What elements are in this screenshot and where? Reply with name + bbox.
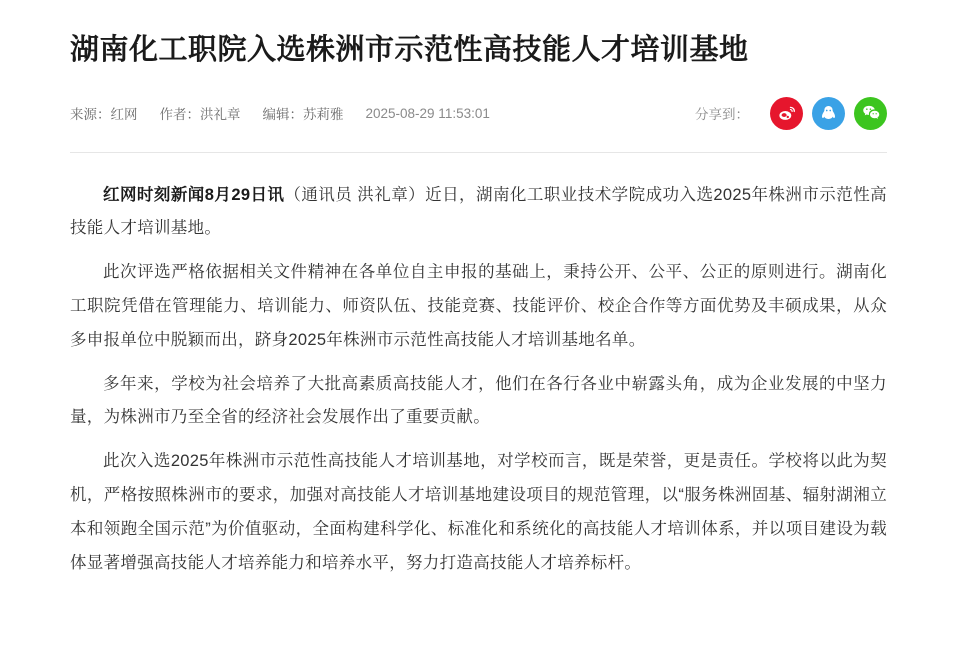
share-bar xyxy=(695,97,887,130)
paragraph-1-text: （通讯员 洪礼章）近日，湖南化工职业技术学院成功入选2025年株洲市示范性高技能人才培训基地。 xyxy=(70,185,887,238)
qq-icon xyxy=(819,104,838,123)
share-weibo-button[interactable] xyxy=(770,97,803,130)
paragraph-1-lead: 红网时刻新闻8月29日讯 xyxy=(103,185,285,204)
paragraph-1 xyxy=(70,179,887,247)
paragraph-2: 此次评选严格依据相关文件精神在各单位自主申报的基础上，秉持公开、公平、公正的原则进行。湖南化工职院凭借在管理能力、培训能力、师资队伍、技能竞赛、技能评价、校企合作等方面优势及丰硕成果，从众多申报单位中脱颖而出，跻身2025年株洲市示范性高技能人才培训基地名单。 xyxy=(70,263,887,349)
meta-source-label: 来源： xyxy=(70,107,111,123)
paragraph-3: 多年来，学校为社会培养了大批高素质高技能人才，他们在各行各业中崭露头角，成为企业发展的中坚力量，为株洲市乃至全省的经济社会发展作出了重要贡献。 xyxy=(70,374,887,427)
wechat-icon xyxy=(861,103,881,123)
meta-author-value: 洪礼章 xyxy=(200,107,241,123)
share-label: 分享到： xyxy=(695,107,749,123)
share-qq-button[interactable] xyxy=(812,97,845,130)
meta-editor-value: 苏莉雅 xyxy=(303,107,344,123)
meta-author-label: 作者： xyxy=(159,107,200,123)
meta-author xyxy=(160,103,241,123)
paragraph-4: 此次入选2025年株洲市示范性高技能人才培训基地，对学校而言，既是荣誉，更是责任。学校将以此为契机，严格按照株洲市的要求，加强对高技能人才培训基地建设项目的规范管理，以“服务株洲固基、辐射湖湘立本和领跑全国示范”为价值驱动，全面构建科学化、标准化和系统化的高技能人才培训体系，并以项目建设为载体显著增强高技能人才培养能力和培养水平，努力打造高技能人才培养标杆。 xyxy=(70,452,887,572)
article-body xyxy=(70,179,887,581)
meta-editor-label: 编辑： xyxy=(262,107,303,123)
meta-source xyxy=(70,103,138,123)
meta-timestamp: 2025-08-29 11:53:01 xyxy=(365,105,490,121)
share-wechat-button[interactable] xyxy=(854,97,887,130)
meta-info-group xyxy=(70,103,490,123)
meta-editor xyxy=(263,103,344,123)
meta-source-value: 红网 xyxy=(110,107,138,123)
page-title: 湖南化工职院入选株洲市示范性高技能人才培训基地 xyxy=(70,34,749,66)
weibo-icon xyxy=(777,104,796,123)
article-meta-bar xyxy=(70,97,887,153)
